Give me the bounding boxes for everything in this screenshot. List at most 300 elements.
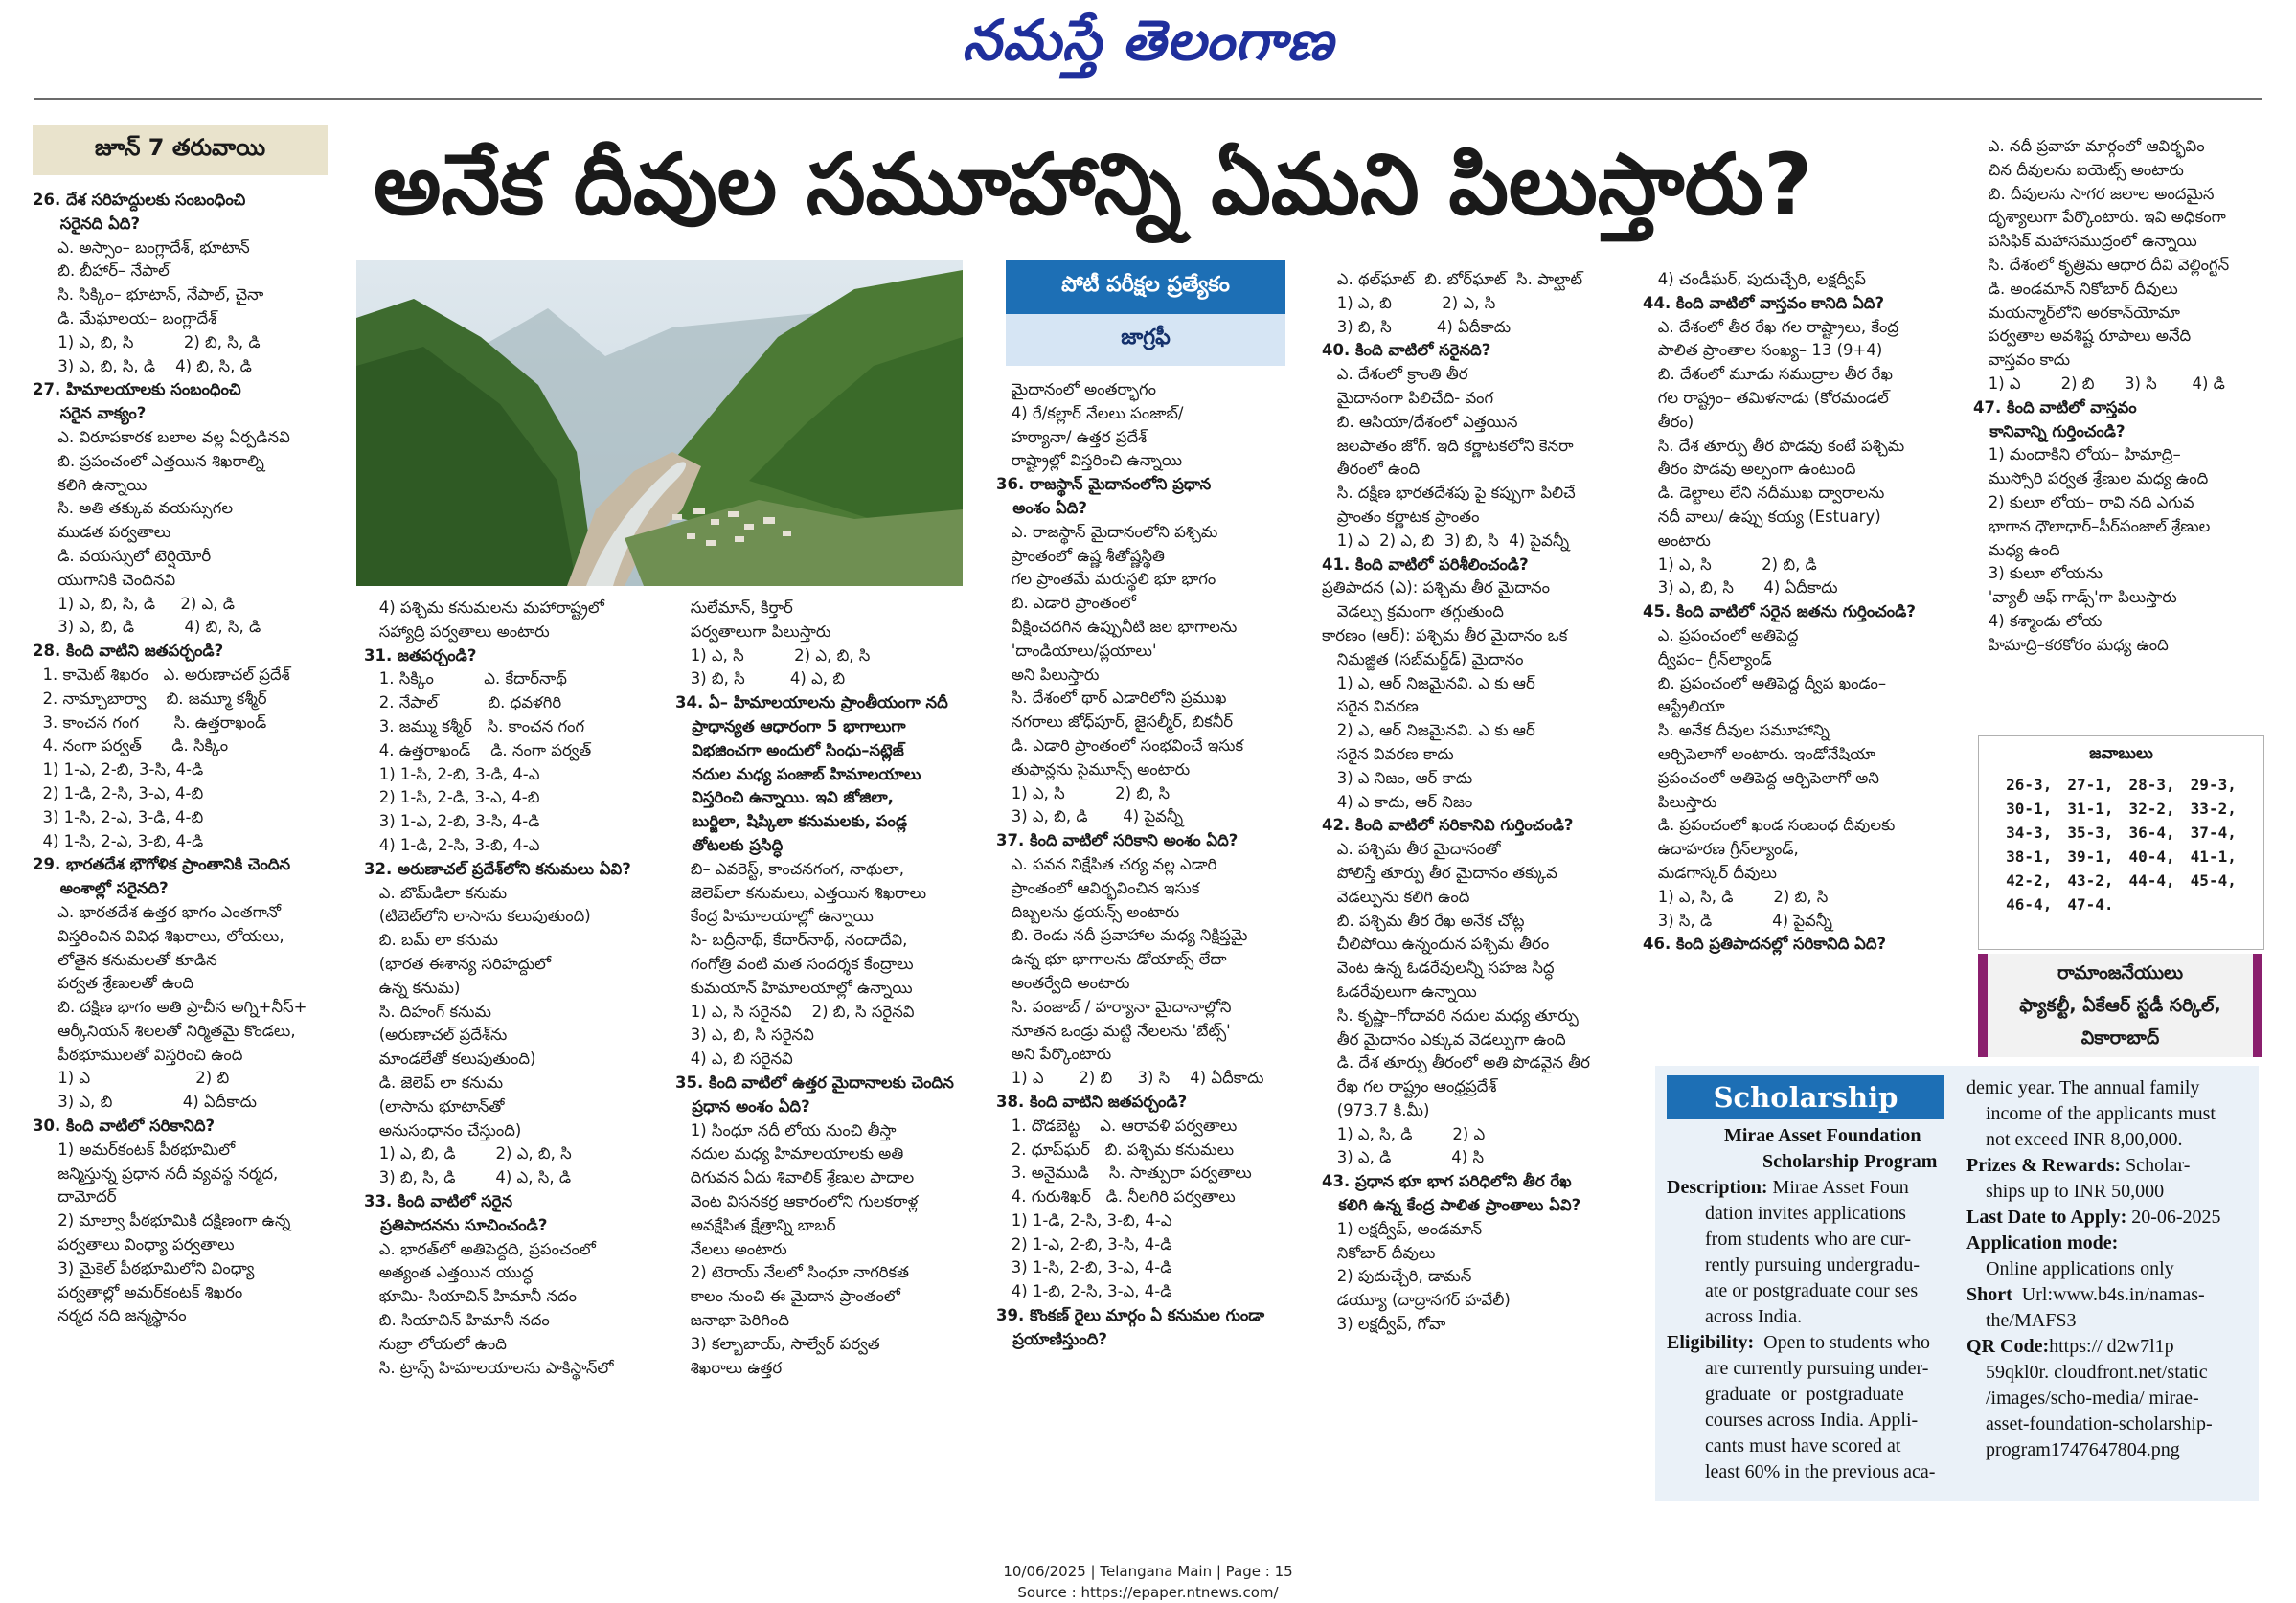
scholarship-line xyxy=(1667,1330,1930,1356)
question-line: గల ప్రాంతమే మరుస్థలి భూ భాగం xyxy=(996,570,1216,589)
question-line: డి. వయస్సులో టెర్షియోరీ xyxy=(33,546,212,565)
question-line: వెంట విసనకర్ర ఆకారంలోని గులకరాళ్ల xyxy=(675,1191,919,1210)
scholarship-label: Description: xyxy=(1667,1177,1768,1198)
answer-item: 47-4. xyxy=(2067,895,2114,914)
question-line: 1) 1-ఎ, 2-బి, 3-సి, 4-డి xyxy=(33,760,204,779)
question-line: నిమజ్జిత (సబ్‌మర్జ్‌డ్) మైదానం xyxy=(1322,649,1524,668)
answer-item: 37-4, xyxy=(2190,824,2237,842)
question-line: సి. సిక్కిం– భూటాన్, నేపాల్, చైనా xyxy=(33,285,264,305)
question-line: 4. గురుశిఖర్ డి. నీలగిరి పర్వతాలు xyxy=(996,1187,1236,1207)
question-line: బి. పశ్చిమ తీర రేఖ అనేక చోట్ల xyxy=(1322,911,1525,930)
question-line: సి. ట్రాన్స్ హిమాలయాలను పాకిస్థాన్‌లో xyxy=(364,1358,614,1377)
question-line: ఉన్న భూ భాగాలను డోయాబ్స్ లేదా xyxy=(996,950,1227,969)
question-line: 2. నామ్చాబార్వా బి. జమ్మూ కశ్మీర్ xyxy=(33,689,267,708)
question-line: డి. ప్రపంచంలో ఖండ సంబంధ దీవులకు xyxy=(1643,816,1896,835)
question-line: 44. కింది వాటిలో వాస్తవం కానిది ఏది? xyxy=(1643,293,1885,312)
answer-item: 29-3, xyxy=(2190,776,2237,794)
question-line: ఎ. భారత్‌లో అతిపెద్దది, ప్రపంచంలో xyxy=(364,1239,596,1258)
question-line: పర్వతాలు వింధ్యా పర్వతాలు xyxy=(33,1235,235,1254)
answer-item: 45-4, xyxy=(2190,871,2237,890)
question-line: ప్రాంతం కర్ణాటక ప్రాంతం xyxy=(1322,507,1480,526)
question-line: డి. జెలెప్ లా కనుమ xyxy=(364,1072,504,1092)
question-line: 3) 1-సి, 2-బి, 3-ఎ, 4-డి xyxy=(996,1258,1172,1277)
masthead-title: నమస్తే తెలంగాణ xyxy=(962,8,1334,73)
question-line: కాలం నుంచి ఈ మైదాన ప్రాంతంలో xyxy=(675,1287,900,1306)
question-line: ఆస్ట్రేలియా xyxy=(1643,697,1725,716)
question-line: 3) సి, డి 4) పైవన్నీ xyxy=(1643,911,1832,930)
question-line: బి. దీవులను సాగర జలాల అందమైన xyxy=(1973,184,2215,203)
question-line: 1) ఎ, ఆర్ నిజమైనవి. ఎ కు ఆర్ xyxy=(1322,673,1535,692)
question-line: అని పిలుస్తారు xyxy=(996,665,1100,684)
question-line: మయన్మార్‌లోని అరకాన్‌యోమా xyxy=(1973,303,2180,322)
question-line: దిగువన ఏదు శివాలిక్ శ్రేణుల పాదాల xyxy=(675,1168,915,1187)
question-line: 4. నంగా పర్వత్ డి. సిక్కిం xyxy=(33,736,229,756)
question-line: 3) బి, సి 4) ఎ, బి xyxy=(675,669,846,689)
answer-item: 38-1, xyxy=(2006,847,2053,866)
question-line: 1) 1-డి, 2-సి, 3-బి, 4-ఎ xyxy=(996,1210,1172,1230)
question-line: 3) బి, సి, డి 4) ఎ, సి, డి xyxy=(364,1168,572,1187)
scholarship-line xyxy=(1762,1149,1937,1175)
page-headline: అనేక దీవుల సమూహాన్ని ఏమని పిలుస్తారు? xyxy=(374,135,1813,234)
scholarship-line xyxy=(1705,1253,1920,1278)
scholarship-line xyxy=(1966,1205,2221,1230)
question-line: ప్రతిపాదనను సూచించండి? xyxy=(364,1215,548,1234)
question-line: 'వ్యాలీ ఆఫ్ గాడ్స్'గా పిలుస్తారు xyxy=(1973,588,2177,607)
question-line: అంతర్వేది అంటారు xyxy=(996,973,1130,992)
question-line: కలిగి ఉన్నాయి xyxy=(33,475,148,494)
scholarship-text: ships up to INR 50,000 xyxy=(1986,1181,2165,1202)
question-line: బి. దక్షిణ భాగం అతి ప్రాచీన అగ్ని+నీస్+ xyxy=(33,998,307,1017)
answer-item: 36-4, xyxy=(2128,824,2175,842)
question-line: బి. ఎడారి ప్రాంతంలో xyxy=(996,594,1136,613)
question-line: కలిగి ఉన్న కేంద్ర పాలిత ప్రాంతాలు ఏవి? xyxy=(1322,1196,1581,1215)
question-line: ప్రాంతంలో ఆవిర్భవించిన ఇసుక xyxy=(996,878,1200,897)
question-line: ప్రపంచంలో అతిపెద్ద ఆర్చిపెలాగో అని xyxy=(1643,768,1879,787)
question-column-6 xyxy=(1643,268,1968,1053)
scholarship-line xyxy=(1986,1360,2208,1386)
question-line: 4) చండీఘర్, పుదుచ్చేరి, లక్షద్వీప్ xyxy=(1643,270,1866,288)
question-line: 3) ఎ, బి, డి 4) బి, సి, డి xyxy=(33,618,261,637)
scholarship-text: Scholarship Program xyxy=(1762,1151,1938,1172)
question-line: ద్వీపం– గ్రీన్‌ల్యాండ్ xyxy=(1643,649,1772,668)
answer-row xyxy=(1998,797,2244,821)
question-line: ఎ. థల్‌ఘాట్ బి. బోర్‌ఘాట్ సి. పాల్ఘాట్ xyxy=(1322,270,1583,288)
answer-item: 41-1, xyxy=(2190,847,2237,866)
question-line: వాస్తవం కాదు xyxy=(1973,350,2071,370)
question-line: 2) 1-సి, 2-డి, 3-ఎ, 4-బి xyxy=(364,788,540,807)
question-line: మాండలేతో కలుపుతుంది) xyxy=(364,1050,536,1069)
question-line: 1) మందాకిని లోయ– హిమాద్రి– xyxy=(1973,445,2181,464)
question-line: డయ్యూ (దాద్రానగర్ హవేలీ) xyxy=(1322,1291,1511,1310)
question-line: 3) కల్బాబాయ్, సాల్వేర్ పర్వత xyxy=(675,1334,880,1353)
scholarship-line xyxy=(1966,1230,2118,1256)
question-line: 3) కులూ లోయను xyxy=(1973,564,2103,583)
question-line: విభజించగా అందులో సింధు–సట్లెజ్ xyxy=(675,740,904,759)
question-line: 1) ఎ, సి, డి 2) బి, సి xyxy=(1643,887,1829,906)
question-line: బి. దేశంలో మూడు సముద్రాల తీర రేఖ xyxy=(1643,365,1893,384)
question-line: సహ్యాద్రి పర్వతాలు అంటారు xyxy=(364,621,550,641)
question-line: (అరుణాచల్ ప్రదేశ్‌ను xyxy=(364,1026,508,1045)
question-line: 29. భారతదేశ భౌగోళిక ప్రాంతానికి చెందిన xyxy=(33,855,291,874)
question-line: చిన దీవులను ఐయెట్స్ అంటారు xyxy=(1973,160,2184,179)
scholarship-label: Prizes & Rewards: xyxy=(1966,1155,2122,1176)
scholarship-line xyxy=(1705,1227,1911,1253)
answer-row xyxy=(1998,892,2244,916)
question-line: 1. దొడబెట్ట ఎ. ఆరావళి పర్వతాలు xyxy=(996,1116,1238,1135)
question-line: సరైన వివరణ కాదు xyxy=(1322,744,1454,763)
scholarship-label: Eligibility: xyxy=(1667,1332,1755,1353)
question-line: డి. డెల్టాలు లేని నదీముఖ ద్వారాలను xyxy=(1643,484,1885,503)
question-line: 2) కులూ లోయ– రావి నది ఎగువ xyxy=(1973,492,2194,511)
question-line: నికోబార్ దీవులు xyxy=(1322,1243,1436,1262)
question-line: బి. ప్రపంచంలో ఎత్తయిన శిఖరాల్ని xyxy=(33,451,264,470)
answer-row xyxy=(1998,773,2244,797)
masthead-rule xyxy=(34,98,2262,100)
scholarship-label: Application mode: xyxy=(1966,1232,2119,1253)
question-line: మైదానంలో అంతర్భాగం xyxy=(996,380,1157,398)
question-line: (భారత ఈశాన్య సరిహద్దులో xyxy=(364,954,552,973)
question-line: తుఫాన్లను సైమూన్స్ అంటారు xyxy=(996,759,1191,779)
question-line: పసిఫిక్ మహాసముద్రంలో ఉన్నాయి xyxy=(1973,232,2197,251)
question-line: హర్యానా/ ఉత్తర ప్రదేశ్ xyxy=(996,427,1148,446)
question-line: 1. సిక్కిం ఎ. కేదార్‌నాథ్ xyxy=(364,669,567,689)
question-line: 2. నేపాల్ బి. ధవళగిరి xyxy=(364,693,562,712)
question-line: 4) కశ్మాండు లోయ xyxy=(1973,611,2103,630)
question-line: 3) 1-ఎ, 2-బి, 3-సి, 4-డి xyxy=(364,812,540,831)
question-line: నదుల మధ్య పంజాబ్ హిమాలయాలు xyxy=(675,764,921,783)
question-line: (టిబెట్‌లోని లాసాను కలుపుతుంది) xyxy=(364,907,591,926)
question-line: 4) 1-బి, 2-సి, 3-ఎ, 4-డి xyxy=(996,1282,1172,1301)
question-line: 42. కింది వాటిలో సరికానివి గుర్తించండి? xyxy=(1322,816,1574,835)
question-column-3 xyxy=(675,597,982,1487)
question-line: 1) ఎ, సి సరైనవి 2) బి, సి సరైనవి xyxy=(675,1002,915,1021)
question-line: 1) లక్షద్వీప్, అండమాన్ xyxy=(1322,1219,1483,1238)
question-line: ఎ. పశ్చిమ తీర మైదానంతో xyxy=(1322,840,1501,859)
question-line: నూతన ఒండ్రు మట్టి నేలలను 'బేట్స్' xyxy=(996,1021,1231,1040)
question-line: 3. జమ్ము కశ్మీర్ సి. కాంచన గంగ xyxy=(364,716,585,735)
question-line: 1) ఎ, బి 2) ఎ, సి xyxy=(1322,293,1496,312)
question-line: ఎ. అస్సాం– బంగ్లాదేశ్, భూటాన్ xyxy=(33,237,250,257)
question-line: భాగాన ధౌలాధార్–పీర్‌పంజాల్ శ్రేణుల xyxy=(1973,516,2211,535)
question-column-5 xyxy=(1322,268,1648,1494)
question-line: 47. కింది వాటిలో వాస్తవం xyxy=(1973,397,2137,417)
question-line: రాష్ట్రాల్లో విస్తరించి ఉన్నాయి xyxy=(996,451,1183,470)
scholarship-line xyxy=(1966,1282,2205,1308)
question-line: నదుల మధ్య హిమాలయాలకు అతి xyxy=(675,1144,904,1163)
question-line: 3) ఎ నిజం, ఆర్ కాదు xyxy=(1322,768,1473,787)
question-line: ప్రయాణిస్తుంది? xyxy=(996,1329,1107,1348)
question-line: సరైన వివరణ xyxy=(1322,697,1419,716)
answer-row xyxy=(1998,821,2244,845)
question-line: సి. దక్షిణ భారతదేశపు పై కప్పుగా పిలిచే xyxy=(1322,484,1576,503)
question-line: 43. ప్రధాన భూ భాగ పరిధిలోని తీర రేఖ xyxy=(1322,1172,1572,1191)
question-line: గంగోత్రి వంటి మత సందర్శక కేంద్రాలు xyxy=(675,954,914,973)
question-line: ఎ. విరూపకారక బలాల వల్ల ఏర్పడినవి xyxy=(33,427,290,446)
answer-key-title: జవాబులు xyxy=(2089,744,2153,763)
question-line: 34. ఏ– హిమాలయాలను ప్రాంతీయంగా నదీ xyxy=(675,693,948,712)
scholarship-line xyxy=(1705,1382,1904,1408)
question-line: 46. కింది ప్రతిపాదనల్లో సరికానిది ఏది? xyxy=(1643,935,1887,954)
question-line: 45. కింది వాటిలో సరైన జతను గుర్తించండి? xyxy=(1643,602,1916,621)
question-line: సరైన వాక్యం? xyxy=(33,404,147,423)
question-line: ఎ. దేశంలో తీర రేఖ గల రాష్ట్రాలు, కేంద్ర xyxy=(1643,317,1898,336)
scholarship-line xyxy=(1705,1278,1918,1304)
question-line: రేఖ గల రాష్ట్రం ఆంధ్రప్రదేశ్ xyxy=(1322,1077,1497,1096)
scholarship-line xyxy=(1705,1408,1918,1434)
scholarship-line xyxy=(1724,1123,1921,1149)
masthead xyxy=(0,0,2296,91)
question-line: ప్రతిపాదన (ఎ): పశ్చిమ తీర మైదానం xyxy=(1322,578,1550,598)
question-line: జన్మిస్తున్న ప్రధాన నదీ వ్యవస్థ నర్మద, xyxy=(33,1163,279,1183)
question-line: పర్వతాలుగా పిలుస్తారు xyxy=(675,621,831,641)
question-line: పీఠభూములతో విస్తరించి ఉంది xyxy=(33,1045,243,1064)
scholarship-box xyxy=(1655,1066,2259,1501)
question-line: 4) ఎ కాదు, ఆర్ నిజం xyxy=(1322,792,1473,811)
question-line: కారణం (ఆర్): పశ్చిమ తీర మైదానం ఒక xyxy=(1322,625,1568,644)
scholarship-text: 59qkl0r. cloudfront.net/static xyxy=(1986,1362,2208,1383)
scholarship-text: from students who are cur- xyxy=(1705,1229,1912,1250)
question-line: బి. ఆసియా/దేశంలో ఎత్తయిన xyxy=(1322,412,1518,431)
answer-row xyxy=(1998,845,2244,869)
question-line: సరైనది ఏది? xyxy=(33,214,141,233)
scholarship-line xyxy=(1705,1434,1900,1459)
question-line: 35. కింది వాటిలో ఉత్తర మైదానాలకు చెందిన xyxy=(675,1072,954,1092)
question-line: జనాభా పెరిగింది xyxy=(675,1310,790,1329)
page-footer xyxy=(0,1561,2296,1603)
question-line: 1) అమర్‌కంటక్ పీఠభూమిలో xyxy=(33,1140,236,1159)
scholarship-text: are currently pursuing under- xyxy=(1705,1358,1929,1379)
question-line: 2) 1-ఎ, 2-బి, 3-సి, 4-డి xyxy=(996,1234,1172,1253)
scholarship-text: the/MAFS3 xyxy=(1986,1310,2077,1331)
question-line: పోలిస్తే తూర్పు తీర మైదానం తక్కువ xyxy=(1322,863,1557,882)
question-line: 3) 1-సి, 2-ఎ, 3-డి, 4-బి xyxy=(33,807,204,826)
question-line: కుమయాన్ హిమాలయాల్లో ఉన్నాయి xyxy=(675,978,913,997)
question-line: బుర్జిలా, షిప్కిలా కనుమలకు, పండ్ల xyxy=(675,812,908,831)
continuation-tag: జూన్ 7 తరువాయి xyxy=(33,125,328,175)
question-line: పాలిత ప్రాంతాల సంఖ్య– 13 (9+4) xyxy=(1643,341,1883,360)
question-line: చీలిపోయి ఉన్నందున పశ్చిమ తీరం xyxy=(1322,935,1550,954)
question-line: దిబ్బలను ఢ్రయన్స్ అంటారు xyxy=(996,902,1180,921)
question-line: నగరాలు జోధ్‌పూర్, జైసల్మీర్, బికనీర్ xyxy=(996,712,1234,732)
scholarship-text: not exceed INR 8,00,000. xyxy=(1986,1129,2183,1150)
question-line: 3) ఎ, బి, సి, డి 4) బి, సి, డి xyxy=(33,356,252,375)
scholarship-text: rently pursuing undergradu- xyxy=(1705,1254,1921,1276)
scholarship-banner: Scholarship xyxy=(1667,1075,1944,1119)
question-line: ఎ. భారతదేశ ఉత్తర భాగం ఎంతగానో xyxy=(33,902,282,921)
author-box xyxy=(1978,954,2262,1057)
answer-key-table xyxy=(1998,773,2244,916)
question-line: 3) ఎ, బి, సి సరైనవి xyxy=(675,1026,814,1045)
question-line: (973.7 కి.మీ) xyxy=(1322,1100,1430,1119)
question-line: 2. ధూప్‌ఘర్ బి. పశ్చిమ కనుమలు xyxy=(996,1140,1235,1159)
scholarship-line xyxy=(1966,1075,2199,1101)
scholarship-text: dation invites applications xyxy=(1705,1203,1906,1224)
question-line: ముస్సోరి పర్వత శ్రేణుల మధ్య ఉంది xyxy=(1973,469,2209,488)
question-line: 2) పుదుచ్చేరి, డామన్ xyxy=(1322,1267,1472,1286)
author-place: వికారాబాద్ xyxy=(2080,1027,2160,1049)
question-line: ప్రాంతంలో ఉష్ణ శీతోష్ణస్థితి xyxy=(996,546,1165,565)
answer-item: 42-2, xyxy=(2006,871,2053,890)
answer-item: 35-3, xyxy=(2067,824,2114,842)
question-line: ఉదాహరణ గ్రీన్‌ల్యాండ్, xyxy=(1643,840,1799,859)
question-line: 3. కాంచన గంగ సి. ఉత్తరాఖండ్ xyxy=(33,712,267,732)
question-line: భూమి- సియాచిన్ హిమానీ నదం xyxy=(364,1287,578,1306)
question-line: వెంట ఉన్న ఓడరేవులన్నీ సహజ సిద్ధ xyxy=(1322,959,1555,978)
question-line: 1) ఎ, బి, డి 2) ఎ, బి, సి xyxy=(364,1144,572,1163)
question-line: బి. సియాచిన్ హిమానీ నదం xyxy=(364,1310,550,1329)
question-line: 4) పశ్చిమ కనుమలను మహారాష్ట్రలో xyxy=(364,598,604,617)
question-line: బి. బమ్ లా కనుమ xyxy=(364,931,498,950)
scholarship-text: least 60% in the previous aca- xyxy=(1705,1461,1936,1482)
question-line: ఎ. బొమ్‌డిలా కనుమ xyxy=(364,883,508,902)
question-line: 3) ఎ, బి, డి 4) పైవన్నీ xyxy=(996,807,1184,826)
question-line: 41. కింది వాటిలో పరిశీలించండి? xyxy=(1322,554,1529,574)
answer-item: 30-1, xyxy=(2006,800,2053,818)
question-line: 1) ఎ, సి 2) ఎ, బి, సి xyxy=(675,645,871,665)
valley-photo xyxy=(356,260,963,586)
question-line: కేంద్ర హిమాలయాల్లో ఉన్నాయి xyxy=(675,907,874,926)
author-role: ఫ్యాకల్టీ, ఏకేఆర్ స్టడీ సర్కిల్, xyxy=(2019,995,2221,1016)
author-name: రామాంజనేయులు xyxy=(2057,962,2184,983)
question-line: 33. కింది వాటిలో సరైన xyxy=(364,1191,513,1210)
question-line: 30. కింది వాటిలో సరికానిది? xyxy=(33,1117,216,1136)
question-line: తీరం పొడవు అల్పంగా ఉంటుంది xyxy=(1643,460,1856,479)
question-line: 'దాండియాలు/ప్లయాలు' xyxy=(996,641,1157,660)
question-line: డి. దేశ తూర్పు తీరంలో అతి పొడవైన తీర xyxy=(1322,1053,1590,1072)
question-column-7 xyxy=(1973,135,2270,729)
scholarship-text: Mirae Asset Foundation xyxy=(1724,1125,1921,1146)
question-line: 3) ఎ, బి 4) ఏదీకాదు xyxy=(33,1093,257,1112)
question-line: ప్రాధాన్యత ఆధారంగా 5 భాగాలుగా xyxy=(675,716,906,735)
question-line: మడగాస్కర్ దీవులు xyxy=(1643,863,1777,882)
scholarship-line xyxy=(1705,1304,1802,1330)
question-line: అంశం ఏది? xyxy=(996,498,1087,517)
question-line: 3) ఎ, డి 4) సి xyxy=(1322,1148,1485,1167)
question-line: సి. దేశంలో థార్ ఎడారిలోని ప్రముఖ xyxy=(996,689,1227,708)
answer-item: 31-1, xyxy=(2067,800,2114,818)
question-line: పర్వతాల అవశిష్ట రూపాలు అనేది xyxy=(1973,327,2192,346)
question-line: నేలలు అంటారు xyxy=(675,1239,787,1258)
question-line: నర్మద నది జన్మస్థానం xyxy=(33,1306,187,1325)
scholarship-text: /images/scho-media/ mirae- xyxy=(1986,1388,2199,1409)
scholarship-label: QR Code: xyxy=(1966,1336,2050,1357)
question-line: సి. దేశంలో కృత్రిమ ఆధార దీవి వెల్లింగ్టన్ xyxy=(1973,255,2230,274)
question-line: ఆర్చిపెలాగో అంటారు. ఇండోనేషియా xyxy=(1643,744,1875,763)
scholarship-line xyxy=(1705,1459,1935,1485)
scholarship-text: Open to students who xyxy=(1754,1332,1931,1353)
question-line: ఎ. ప్రపంచంలో అతిపెద్ద xyxy=(1643,625,1799,644)
question-line: డి. అండమాన్ నికోబార్ దీవులు xyxy=(1973,279,2178,298)
answer-item: 40-4, xyxy=(2128,847,2175,866)
question-line: 1) ఎ, బి, సి 2) బి, సి, డి xyxy=(33,332,261,351)
question-line: 3) బి, సి 4) ఏదీకాదు xyxy=(1322,317,1512,336)
question-line: 2) మాల్వా పీఠభూమికి దక్షిణంగా ఉన్న xyxy=(33,1211,291,1230)
scholarship-line xyxy=(1705,1201,1906,1227)
question-line: లోతైన కనుమలతో కూడిన xyxy=(33,950,217,969)
question-line: తోటలకు ప్రసిద్ధి xyxy=(675,835,784,854)
scholarship-text: Mirae Asset Foun xyxy=(1767,1177,1909,1198)
question-line: యుగానికి చెందినవి xyxy=(33,570,176,589)
question-line: 4) ఎ, బి సరైనవి xyxy=(675,1050,793,1069)
question-column-4 xyxy=(996,378,1312,1489)
answer-key xyxy=(1978,735,2264,950)
scholarship-line xyxy=(1705,1356,1928,1382)
question-line: 1) ఎ, సి 2) బి, సి xyxy=(996,783,1171,802)
answer-item: 39-1, xyxy=(2067,847,2114,866)
question-line: ఎ. దేశంలో క్రాంతి తీర xyxy=(1322,365,1468,384)
scholarship-line xyxy=(1986,1386,2199,1411)
question-line: ఎ. రాజస్థాన్ మైదానంలోని పశ్చిమ xyxy=(996,522,1218,541)
question-line: దామోదర్ xyxy=(33,1187,117,1207)
question-line: 3) మైకెల్ పీఠభూమిలోని వింధ్యా xyxy=(33,1258,255,1277)
question-line: ఆర్కీనియన్ శిలలతో నిర్మితమై కొండలు, xyxy=(33,1021,296,1040)
scholarship-line xyxy=(1986,1101,2216,1127)
question-line: 1) ఎ 2) బి xyxy=(33,1069,230,1088)
special-badge xyxy=(1006,260,1285,366)
question-line: ప్రధాన అంశం ఏది? xyxy=(675,1096,810,1116)
question-line: అత్యంత ఎత్తయిన యుద్ధ xyxy=(364,1263,534,1282)
scholarship-text: https:// d2w7l1p xyxy=(2049,1336,2174,1357)
scholarship-label: Short xyxy=(1966,1284,2012,1305)
question-line: తీరంలో ఉంది xyxy=(1322,460,1421,479)
question-line: పర్వత శ్రేణులతో ఉంది xyxy=(33,974,194,993)
question-line: 1) ఎ, బి, సి, డి 2) ఎ, డి xyxy=(33,594,235,613)
footer-dateline: 10/06/2025 | Telangana Main | Page : 15 xyxy=(1003,1563,1293,1580)
question-line: నదీ వాలు/ ఉప్పు కయ్య (Estuary) xyxy=(1643,507,1881,526)
question-line: 1) ఎ 2) బి 3) సి 4) డి xyxy=(1973,373,2225,393)
question-line: 1) ఎ, సి, డి 2) ఎ xyxy=(1322,1124,1486,1143)
question-line: డి. మేఘాలయ– బంగ్లాదేశ్ xyxy=(33,308,217,327)
question-line: ఓడరేవులుగా ఉన్నాయి xyxy=(1322,982,1477,1001)
question-line: 38. కింది వాటిని జతపర్చండి? xyxy=(996,1092,1188,1111)
question-line: 1) ఎ 2) బి 3) సి 4) ఏదీకాదు xyxy=(996,1069,1264,1088)
question-line: ఎ. పవన నిక్షేపిత చర్య వల్ల ఎడారి xyxy=(996,854,1217,873)
question-line: సులేమాన్, కిర్తార్ xyxy=(675,598,793,617)
question-line: డి. ఎడారి ప్రాంతంలో సంభవించే ఇసుక xyxy=(996,735,1244,755)
scholarship-text: Scholar- xyxy=(2121,1155,2191,1176)
question-line: హిమాద్రి–కరకోరం మధ్య ఉంది xyxy=(1973,635,2169,654)
question-line: 2) 1-డి, 2-సి, 3-ఎ, 4-బి xyxy=(33,783,204,802)
question-line: శిఖరాలు ఉత్తర xyxy=(675,1358,783,1377)
question-line: 32. అరుణాచల్ ప్రదేశ్‌లోని కనుమలు ఏవి? xyxy=(364,859,631,878)
scholarship-line xyxy=(1986,1411,2213,1437)
question-line: వెడల్పును కలిగి ఉంది xyxy=(1322,887,1470,906)
question-line: తీరం) xyxy=(1643,412,1694,431)
question-line: సి. అనేక దీవుల సమూహాన్ని xyxy=(1643,721,1830,740)
question-line: విస్తరించి ఉన్నాయి. ఇవి జోజిలా, xyxy=(675,788,894,807)
question-line: సి. పంజాబ్ / హర్యానా మైదానాల్లోని xyxy=(996,997,1232,1016)
scholarship-line xyxy=(1667,1175,1909,1201)
question-line: 37. కింది వాటిలో సరికాని అంశం ఏది? xyxy=(996,831,1239,850)
question-line: 36. రాజస్థాన్ మైదానంలోని ప్రధాన xyxy=(996,475,1212,494)
answer-item: 34-3, xyxy=(2006,824,2053,842)
question-line: 1) 1-సి, 2-బి, 3-డి, 4-ఎ xyxy=(364,764,540,783)
question-line: సి. కృష్ణా–గోదావరి నదుల మధ్య తూర్పు xyxy=(1322,1005,1579,1025)
question-line: అవక్షేపిత క్షేత్రాన్ని బాబర్ xyxy=(675,1215,836,1234)
scholarship-line xyxy=(1986,1308,2076,1334)
scholarship-label: Last Date to Apply: xyxy=(1966,1207,2127,1228)
question-line: 39. కొంకణ్ రైలు మార్గం ఏ కనుమల గుండా xyxy=(996,1306,1265,1325)
scholarship-text: income of the applicants must xyxy=(1986,1103,2216,1124)
question-line: విస్తరించిన వివిధ శిఖరాలు, లోయలు, xyxy=(33,926,284,945)
scholarship-line xyxy=(1986,1127,2183,1153)
scholarship-text: graduate or postgraduate xyxy=(1705,1384,1904,1405)
badge-title: పోటీ పరీక్షల ప్రత్యేకం xyxy=(1006,260,1285,314)
scholarship-line xyxy=(1986,1256,2174,1282)
answer-item: 33-2, xyxy=(2190,800,2237,818)
badge-subject: జాగ్రఫీ xyxy=(1006,314,1285,366)
question-line: 2) ఎ, ఆర్ నిజమైనవి. ఎ కు ఆర్ xyxy=(1322,721,1535,740)
